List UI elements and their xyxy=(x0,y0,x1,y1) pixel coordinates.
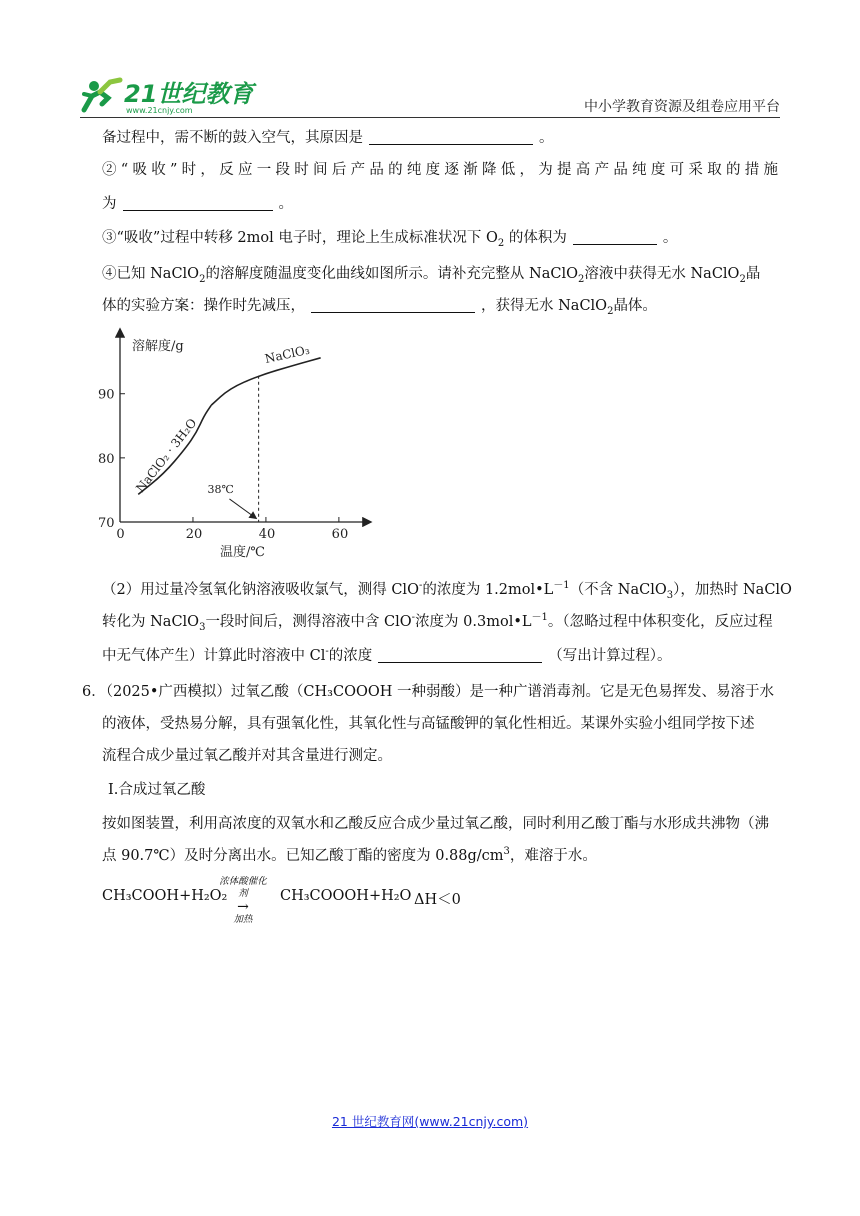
text-line: 按如图装置，利用高浓度的双氧水和乙酸反应合成少量过氧乙酸，同时利用乙酸丁酯与水形成共沸物（沸 xyxy=(102,816,769,832)
logo xyxy=(80,66,260,116)
text-line: ②“吸收”时，反应一段时间后产品的纯度逐渐降低，为提高产品纯度可采取的措施 xyxy=(102,162,778,178)
text-line: ④已知 NaClO$_2$的溶解度随温度变化曲线如图所示。请补充完整从 NaClO$_2$溶液中获得无水 NaClO$_2$晶 xyxy=(102,266,761,285)
text-line: ③“吸收”过程中转移 2mol 电子时，理论上生成标准状况下 $O_2$ 的体积为 。 xyxy=(102,230,678,249)
series-label-naclo2-3h2o: NaClO₂ · 3H₂O xyxy=(133,415,200,495)
y-axis-label: 溶解度/g xyxy=(132,339,184,354)
enthalpy-change: ΔH＜0 xyxy=(414,892,461,908)
text-line: （2）用过量冷氢氧化钠溶液吸收氯气，测得 ClO-的浓度为 $1.2mol•L^{-1}$（不含 NaClO$_3$），加热时 NaClO xyxy=(102,580,792,601)
answer-blank[interactable] xyxy=(123,196,273,211)
logo-url: www.21cnjy.com xyxy=(126,106,193,115)
answer-blank[interactable] xyxy=(573,230,657,245)
y-tick-label: 70 xyxy=(98,516,115,531)
x-axis-label: 温度/℃ xyxy=(220,545,265,560)
section-heading: Ⅰ.合成过氧乙酸 xyxy=(108,782,206,798)
text-line: 流程合成少量过氧乙酸并对其含量进行测定。 xyxy=(102,748,392,764)
text-line: 的液体，受热易分解，具有强氧化性，其氧化性与高锰酸钾的氧化性相近。某课外实验小组同学按下述 xyxy=(102,716,755,732)
y-tick-label: 80 xyxy=(98,451,115,467)
equation-reactants: CH₃COOH+H₂O₂ xyxy=(102,888,228,904)
text-line: 中无气体产生）计算此时溶液中 Cl-的浓度 （写出计算过程）。 xyxy=(102,646,672,664)
page-header xyxy=(80,66,780,118)
annotation-38c: 38℃ xyxy=(207,483,234,497)
heat-label: 加热 xyxy=(233,914,253,925)
annotation-arrow xyxy=(229,499,255,518)
question-6-line: 6．（2025•广西模拟）过氧乙酸（CH₃COOOH 一种弱酸）是一种广谱消毒剂。它是无色易挥发、易溶于水 xyxy=(82,684,774,700)
answer-blank[interactable] xyxy=(311,298,475,313)
series-label-naclo3: NaClO₃ xyxy=(263,342,311,366)
runner-logo-icon xyxy=(84,80,120,110)
arrow-icon: → xyxy=(237,899,249,915)
reaction-arrow xyxy=(218,876,268,926)
platform-name: 中小学教育资源及组卷应用平台 xyxy=(584,99,780,115)
text-line: 备过程中，需不断的鼓入空气，其原因是 。 xyxy=(102,130,554,146)
answer-blank[interactable] xyxy=(378,648,542,663)
logo-text: 21世纪教育 xyxy=(124,80,254,108)
text-line: 为 。 xyxy=(102,196,293,212)
chemical-equation xyxy=(102,876,602,925)
x-tick-group xyxy=(116,517,348,542)
x-tick-label: 40 xyxy=(258,527,276,542)
answer-blank[interactable] xyxy=(369,130,533,145)
x-tick-label: 60 xyxy=(331,527,349,542)
text-line: 点 90.7℃）及时分离出水。已知乙酸丁酯的密度为 $0.88g/cm^3$，难溶于水。 xyxy=(102,846,597,864)
header-divider xyxy=(80,117,780,118)
catalyst-label: 浓体酸催化剂 xyxy=(219,876,267,899)
y-tick-group xyxy=(98,388,125,531)
x-tick-label: 20 xyxy=(185,527,203,542)
text-line: 体的实验方案：操作时先减压， ，获得无水 NaClO$_2$晶体。 xyxy=(102,298,657,317)
text-line: 转化为 NaClO$_3$一段时间后，测得溶液中含 ClO-浓度为 $0.3mol•L^{-1}$。（忽略过程中体积变化，反应过程 xyxy=(102,612,773,633)
solubility-chart xyxy=(98,326,378,562)
page-footer xyxy=(0,1112,860,1130)
equation-products: CH₃COOOH+H₂O xyxy=(280,888,412,904)
footer-link[interactable]: 21 世纪教育网(www.21cnjy.com) xyxy=(331,1114,529,1129)
x-tick-label: 0 xyxy=(116,527,125,542)
y-tick-label: 90 xyxy=(98,387,115,403)
